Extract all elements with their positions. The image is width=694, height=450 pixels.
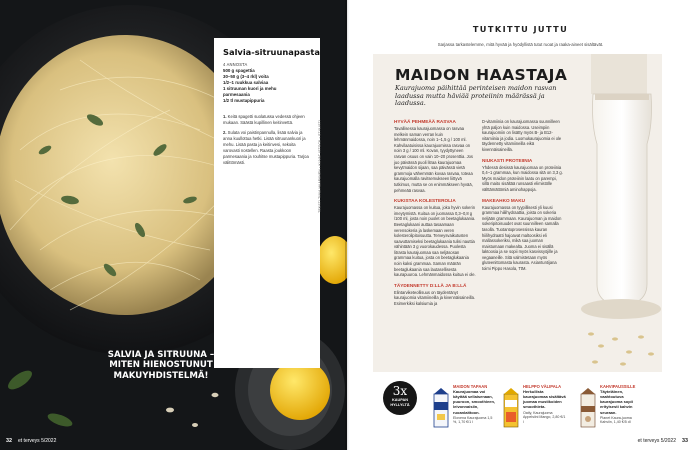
product-name: KAHVIPAUSSILLE <box>600 384 636 389</box>
article-lede: Kaurajuoma päihittää perinteisen maidon rasvan laadussa mutta häviää proteiinin määrässä ja laadussa. <box>395 84 557 108</box>
product-info <box>453 384 497 425</box>
badge-count: 3x <box>392 384 408 398</box>
step-text: Keitä spagetti suolatussa vedessä ohjeen mukaan. Säästä kupillinen keitinvettä. <box>223 113 305 125</box>
badge-line: HYLLYLTÄ <box>390 402 410 407</box>
article-subhead: KUKISTAA KOLESTEROLIA <box>394 198 456 204</box>
spread-gutter <box>345 0 349 450</box>
shop-shelf-badge <box>383 381 417 415</box>
recipe-card <box>214 38 320 368</box>
article-paragraph: Kaurajuomassa on kuitua, joka hyvin sokerin imeytymistä. Kuitua on juomassa 0,3–0,8 g /100 ml, josta noin puolet on beetaglukaania. Beetaglukaani auttaa tasaamaan verensokeria ja laskemaan veren kolesterolipitoisuutta. Terveysvaikutusten saavuttamiseksi beetaglukaania tulisi nauttia vähintään 3 g vuorokaudessa. Puolesta litrasta kaurajuomaa saa neljäsosan grammaa kuitua, josta on beetaglukaania noin kaksi grammaa. Saman määrän beetaglukaania saa lautasellisesta kaurapuuroa. Lehmänmaidossa kuitua ei ole. <box>394 205 476 278</box>
ingredient-item: 500 g spagettia <box>223 68 255 73</box>
ingredient-list <box>223 68 312 105</box>
page-footer-right <box>638 438 688 444</box>
product-description: Herkullista kaurajuomaa sisältävä juomaa mustikoiden smoothieta. <box>523 389 566 410</box>
recipe-step <box>223 114 312 126</box>
recipe-steps <box>223 114 312 167</box>
product-info <box>523 384 567 425</box>
product-price: Elovena Kaurajuoma 1,5 %, 1,70 €/1 l <box>453 415 493 425</box>
spread-caption: SALVIA JA SITRUUNA – MITEN HIENOSTUNUT MAKUYHDISTELMÄ! <box>107 350 215 381</box>
product-price: Planet Kaura-juoma Kahviin, 1,40 €/5 dl <box>600 415 632 425</box>
article-subhead: MAKEAHKO MAKU <box>482 197 525 203</box>
ingredient-item: parmesaania <box>223 92 250 98</box>
step-number: 1. <box>223 113 227 119</box>
product-strip <box>373 378 662 438</box>
product-card <box>431 384 497 436</box>
product-description: Täyteläinen, vaahtoutuva kaurajuoma sopii erityisesti kahvin seuraan. <box>600 389 633 415</box>
recipe-servings: 4 ANNOSTA <box>223 62 248 67</box>
article-paragraph: Kaurajuomassa on tyypillisesti yli kuusi grammaa hiilihydraattia, joista on sokeria neljään grammaan. Kaurajuoman ja maidon sokeripitoisuudet ovat suunnilleen samalla tasolla. Tuotantoprosessissa kauran hiilihydraatti hajoavat maltoosiksi eli mallassokeriksi, mikä saa juoman maistumaan makealta. Juoma ei sisällä laktoosia ja se sopii myös kasvissyöjille ja vegaaneille. Sitä valmistetaan myös gluteenittomasta kaurasta. Asiantuntijana toimi Pippo Hasola, TtM. <box>482 204 562 272</box>
article-column-2 <box>482 119 564 277</box>
article-subhead: NIUKASTI PROTEIINIA <box>482 157 533 163</box>
page-number: 32 <box>6 438 12 444</box>
photo-credit: TEKSTI TIINA HAAPANEN • KUVAT ISTOCK • STYLISTI <box>318 120 322 213</box>
smoothie-carton-icon <box>501 388 521 428</box>
product-info <box>600 384 644 425</box>
ingredient-item: 1/2–1 ruukkua salviaa <box>223 80 269 86</box>
article-subhead: HYVÄÄ PEHMEÄÄ RASVAA <box>394 119 456 124</box>
barista-carton-icon <box>578 388 598 428</box>
step-text: Sulata voi paistinpannulla, lisää salvia ja anna kuullottua hetki. Lisää sitruunankuori ja mehu. Lisää pasta ja keitinvesi, sekoita varovasti nostellen. Raasta joukkoon parmesaania ja rouhitse mustapippuria. Tarjoa välittömästi. <box>223 129 309 166</box>
recipe-title: Salvia-sitruunapasta <box>223 47 320 57</box>
article-headline: MAIDON HAASTAJA <box>395 66 568 84</box>
page-number: 33 <box>682 438 688 444</box>
ingredient-item: 1/2 tl mustapippuria <box>223 98 265 104</box>
article-subhead: TÄYDENNETTY D:LLÄ JA B:LLÄ <box>394 282 467 288</box>
oat-drink-carton-icon <box>431 388 451 428</box>
article-paragraph: Tavallisessa kaurajuomassa on rasvaa melkein saman verran kuin lehmänmaidossa, noin 1–1,5 g / 100 ml. Kahvilaatuisissa kaurajuomissa rasvaa on noin 3 g / 100 ml. Kovan, tyydyttyneen rasvan osuus on vain 10–20 prosenttia. Jos juo päivässä puoli litraa kaurajuomaa kevytmaidon sijaan, saa päivässä vietä grammoja vähemmän kovaa rasvaa, toteaa kaurajuomalla ravitsemukseen liittyvä tutkimus, mutta se on enimmäkseen hyvää, pehmeää rasvaa. <box>394 126 473 193</box>
milk-photo <box>581 54 662 372</box>
article-box <box>373 54 662 372</box>
product-description: Kaurajuomaa voi käyttää sellaisenaan, puuroon, smoothieen, leivonnaisiin, ruoanlaittoon. <box>453 389 495 415</box>
article-paragraph: Elintarviketeollisuus on täydentänyt kaurajuomia vitamiineilla ja kivennäisaineilla. Esimerkiksi kalsiumia ja <box>394 289 476 307</box>
article-column-1 <box>394 119 476 312</box>
product-price: Oatly, Kaurajuoma Appelsiini Mango, 2,80 €/1 l <box>523 410 566 425</box>
section-label: TUTKITTU JUTTU <box>472 24 569 34</box>
right-page <box>347 0 694 450</box>
section-intro: Sarjassa tarkastelemme, mitä hyvää ja hyödyllistä tutut ruoat ja raaka-aineet sisältävät. <box>437 42 604 47</box>
article-paragraph: D-vitamiinia on kaurajuomassa suunnilleen yhtä paljon kuin maidossa. Useimpiin kaurajuomiin on lisätty myös B- ja B12-vitamiinia ja jodia. Luomukaurajuomia ei ole täydennetty vitamiineilla eikä kivennäisaineilla. <box>482 119 562 152</box>
product-card <box>578 384 644 436</box>
ingredient-item: 30–50 g (3–4 rkl) voita <box>223 74 269 80</box>
page-footer-left <box>6 438 56 444</box>
article-paragraph: Yhdessä desissä kaurajuomaa on proteiinia 0,4–1 grammaa, kun maidossa sitä on 3,3 g. Myös maidon proteiinin laatu on parempi, sillä maito sisältää runsaasti elimistölle välttämättömiä aminohappoja. <box>482 164 563 192</box>
magazine-name: et terveys 5/2022 <box>637 438 676 444</box>
recipe-step <box>223 130 312 167</box>
badge-line: KAUPAN <box>392 398 408 402</box>
product-card <box>501 384 567 436</box>
product-name: HELPPO VÄLIPALA <box>523 384 562 389</box>
step-number: 2. <box>223 129 227 135</box>
product-name: MAIDON TAPAAN <box>453 384 488 389</box>
magazine-name: et terveys 5/2022 <box>18 438 57 444</box>
ingredient-item: 1 sitruunan kuori ja mehu <box>223 86 277 92</box>
